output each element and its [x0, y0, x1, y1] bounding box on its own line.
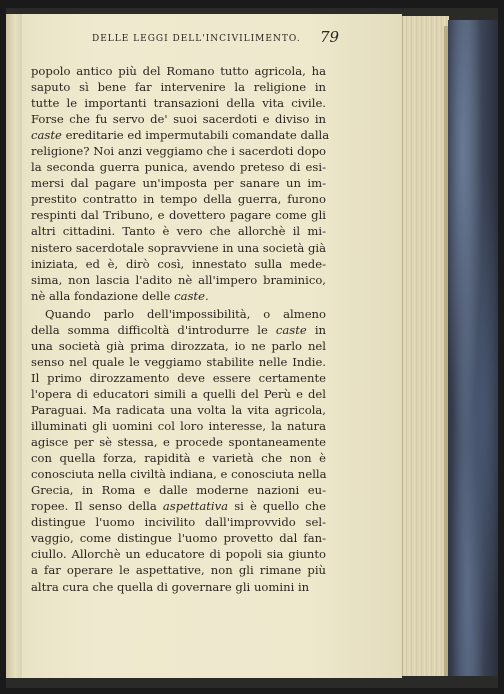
text-run: nè alla fondazione delle	[31, 288, 175, 303]
text-line	[31, 79, 326, 95]
text-run: in	[306, 322, 326, 337]
text-line	[31, 562, 326, 578]
text-run: si è quello che	[228, 499, 326, 514]
text-run: ereditarie ed impermutabili comandate dalla	[61, 128, 330, 143]
text-line	[31, 159, 326, 175]
text-line	[31, 127, 330, 143]
text-line	[31, 530, 326, 546]
text-run: popolo antico più del Romano tutto agricola, ha	[31, 64, 326, 78]
text-line	[31, 579, 326, 595]
page-number: 79	[320, 28, 340, 46]
text-run: conosciuta nella civiltà indiana, e conosciuta nella	[31, 467, 327, 482]
text-run: a far operare le aspettative, non gli rimane più	[31, 563, 326, 578]
text-line	[31, 111, 326, 127]
text-run: Quando parlo dell'impossibilità, o almeno	[45, 306, 326, 321]
text-run: mersi dal pagare un'imposta per sanare un im-	[31, 176, 326, 191]
running-head: DELLE LEGGI DELL'INCIVILIMENTO.	[92, 34, 301, 44]
text-run: Grecia, in Roma e dalle moderne nazioni eu-	[31, 483, 326, 498]
page-edges	[402, 16, 449, 676]
italic-term: caste.	[174, 288, 209, 303]
text-line	[31, 434, 326, 450]
text-run: agisce per sè stessa, e procede spontaneamente	[31, 435, 326, 450]
text-line	[31, 514, 326, 530]
text-line	[31, 354, 326, 370]
text-line	[31, 450, 326, 466]
facing-page-edge	[6, 14, 23, 678]
text-line	[31, 370, 326, 386]
text-run: l'opera di educatori simili a quelli del Perù e del	[31, 386, 326, 401]
text-run: della somma difficoltà d'introdurre le	[31, 322, 276, 337]
text-run: sima, non lascia l'adito nè all'impero braminico,	[31, 272, 326, 287]
text-run: senso nel quale le veggiamo stabilite nelle Indie.	[31, 354, 326, 369]
text-run: prestito contratto in tempo della guerra, furono	[31, 192, 326, 207]
text-run: tutte le importanti transazioni della vita civile.	[31, 96, 326, 111]
text-run: vaggio, come distingue l'uomo provetto dal fan-	[31, 531, 326, 546]
text-run: illuminati gli uomini col loro interesse, la natura	[31, 419, 326, 434]
text-line	[31, 288, 326, 304]
text-run: saputo sì bene far intervenire la religione in	[31, 80, 326, 95]
text-run: respinti dal Tribuno, e dovettero pagare come gli	[31, 208, 326, 223]
text-run: altri cittadini. Tanto è vero che allorchè il mi-	[31, 224, 326, 239]
text-line	[31, 240, 326, 256]
text-run: una società già prima dirozzata, io ne parlo nel	[31, 338, 326, 353]
text-line	[31, 63, 326, 79]
text-line	[31, 272, 326, 288]
text-run: ropee. Il senso della	[31, 499, 163, 514]
text-run: la seconda guerra punica, avendo preteso di esi-	[31, 160, 326, 175]
text-run: distingue l'uomo incivilito dall'improvvido sel-	[31, 515, 326, 530]
text-line	[31, 207, 326, 223]
text-line	[31, 306, 326, 322]
text-run: Paraguai. Ma radicata una volta la vita agricola,	[31, 402, 326, 417]
text-run: Forse che fu servo de' suoi sacerdoti e diviso in	[31, 112, 326, 127]
text-line	[31, 402, 326, 418]
text-line	[31, 223, 326, 239]
text-line	[31, 418, 326, 434]
text-line	[31, 191, 326, 207]
text-line	[31, 498, 326, 514]
text-line	[31, 482, 326, 498]
italic-term: caste	[275, 322, 307, 337]
text-line	[31, 386, 326, 402]
text-run: altra cura che quella di governare gli uomini in	[31, 579, 310, 594]
page-body-text	[31, 63, 330, 595]
text-line	[31, 95, 326, 111]
text-run: nistero sacerdotale sopravviene in una società già	[31, 240, 327, 255]
marbled-cover	[448, 20, 498, 676]
book-page	[22, 14, 402, 678]
text-line	[31, 175, 326, 191]
text-run: ciullo. Allorchè un educatore di popoli sia giunto	[31, 547, 326, 562]
text-run: Il primo dirozzamento deve essere certamente	[31, 370, 326, 385]
text-line	[31, 338, 326, 354]
italic-term: caste	[31, 128, 62, 143]
text-run: religione? Noi anzi veggiamo che i sacerdoti dopo	[31, 144, 326, 159]
text-line	[31, 322, 326, 338]
text-line	[31, 546, 326, 562]
italic-term: aspettativa	[162, 499, 229, 514]
text-line	[31, 256, 326, 272]
text-line	[31, 466, 326, 482]
text-run: con quella forza, rapidità e varietà che non è	[31, 451, 326, 466]
text-line	[31, 143, 326, 159]
text-run: iniziata, ed è, dirò così, innestato sulla mede-	[31, 256, 326, 271]
